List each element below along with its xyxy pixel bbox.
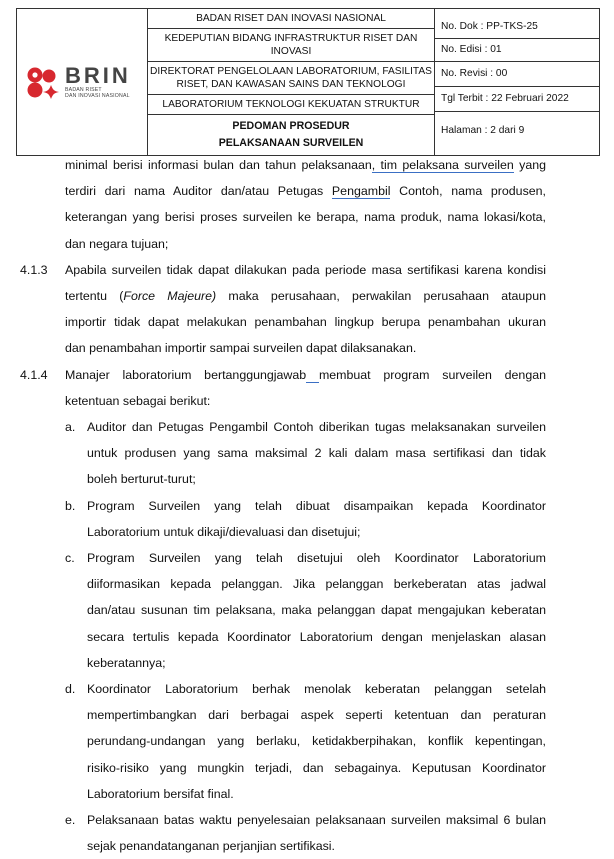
text-line: sejak penandatanganan perjanjian sertifikasi.	[87, 839, 335, 854]
issue-date: Tgl Terbit : 22 Februari 2022	[435, 87, 599, 112]
text-line: Auditor dan Petugas Pengambil Contoh diberikan tugas melaksanakan surveilen	[87, 420, 546, 435]
text-line: untuk produsen yang sama maksimal 2 kali dalam masa sertifikasi dan tidak	[87, 446, 546, 461]
text-line: Pelaksanaan batas waktu penyelesaian pelaksanaan surveilen maksimal 6 bulan	[87, 813, 546, 828]
text-line: risiko-risiko yang mungkin terjadi, dan sebagainya. Keputusan Koordinator	[87, 760, 546, 775]
list-item	[65, 807, 546, 859]
list-item	[65, 493, 546, 545]
section-number: 4.1.4	[20, 367, 48, 382]
list-item-letter: e.	[65, 813, 76, 828]
logo-cell	[17, 9, 148, 156]
section-4-1-3	[20, 257, 546, 362]
list-item-letter: b.	[65, 498, 76, 513]
directorate-name	[148, 62, 434, 95]
text-line: minimal berisi informasi bulan dan tahun pelaksanaan, tim pelaksana surveilen yang	[65, 158, 547, 172]
document-header-table	[16, 8, 600, 156]
list-item	[65, 676, 546, 807]
title-line-2: PELAKSANAAN SURVEILEN	[218, 137, 364, 149]
logo-wordmark: BRIN	[65, 63, 131, 88]
text-line: Laboratorium untuk dikaji/dievaluasi dan disetujui;	[87, 524, 361, 539]
list-item-letter: c.	[65, 551, 75, 566]
header-right-cell	[435, 9, 600, 156]
paragraph-continued	[65, 152, 546, 257]
text-line: ketentuan sebagai berikut:	[65, 393, 211, 408]
page-number: Halaman : 2 dari 9	[441, 124, 525, 136]
text-line: mempertimbangkan dari berbagai aspek seperti ketentuan dan peraturan	[87, 708, 546, 723]
org-name: BADAN RISET DAN INOVASI NASIONAL	[148, 9, 434, 29]
text-line: Koordinator Laboratorium berhak menolak keberatan pelanggan setelah	[87, 682, 546, 697]
document-body	[0, 152, 614, 859]
text-line: secara tertulis kepada Koordinator Laboratorium dengan menjelaskan alasan	[87, 629, 546, 644]
logo-subtitle-1: BADAN RISET	[65, 87, 102, 93]
text-line: importir tidak dapat melakukan penambahan lingkup berupa penambahan ukuran	[65, 315, 546, 330]
directorate-line-2: RISET, DAN KAWASAN SAINS DAN TEKNOLOGI	[176, 79, 406, 90]
lab-name: LABORATORIUM TEKNOLOGI KEKUATAN STRUKTUR	[148, 95, 434, 115]
text-line: perundang-undangan yang berlaku, ketidakberpihakan, konflik kepentingan,	[87, 734, 546, 749]
list-item	[65, 545, 546, 676]
text-line: keterangan yang berisi proses surveilen ke berapa, nama produk, nama lokasi/kota,	[65, 210, 546, 225]
text-line: terdiri dari nama Auditor dan/atau Petugas Pengambil Contoh, nama produsen,	[65, 184, 546, 199]
brin-logo	[17, 63, 147, 101]
title-line-1: PEDOMAN PROSEDUR	[232, 120, 350, 132]
text-line: Apabila surveilen tidak dapat dilakukan pada periode masa sertifikasi karena kondisi	[65, 262, 546, 277]
text-line: dan penambahan importir sampai surveilen dapat dilaksanakan.	[65, 341, 417, 356]
list-item-letter: a.	[65, 420, 76, 435]
text-line: tertentu (Force Majeure) maka perusahaan, perwakilan perusahaan ataupun	[65, 289, 546, 304]
text-line: keberatannya;	[87, 655, 166, 670]
revision-number: No. Revisi : 00	[435, 62, 599, 87]
section-number: 4.1.3	[20, 262, 48, 277]
text-line: dan negara tujuan;	[65, 236, 169, 251]
doc-number: No. Dok : PP-TKS-25	[435, 16, 599, 39]
text-line: Manajer laboratorium bertanggungjawab membuat program surveilen dengan	[65, 367, 546, 382]
logo-subtitle-2: DAN INOVASI NASIONAL	[65, 93, 130, 99]
text-line: Program Surveilen yang telah dibuat disampaikan kepada Koordinator	[87, 498, 546, 513]
text-line: boleh berturut-turut;	[87, 472, 196, 487]
text-line: Program Surveilen yang telah disetujui oleh Koordinator Laboratorium	[87, 551, 546, 566]
text-line: dan/atau susunan tim pelaksana, maka pelanggan dapat mengajukan keberatan	[87, 603, 546, 618]
list-item-letter: d.	[65, 682, 76, 697]
document-title	[148, 115, 434, 155]
text-line: diiformasikan kepada pelanggan. Jika pelanggan berkeberatan atas jadwal	[87, 577, 546, 592]
section-4-1-4	[20, 362, 546, 414]
header-middle-cell	[148, 9, 435, 156]
edition-number: No. Edisi : 01	[435, 39, 599, 62]
list-item	[65, 414, 546, 493]
directorate-line-1: DIREKTORAT PENGELOLAAN LABORATORIUM, FASILITAS	[150, 66, 432, 77]
lettered-list	[0, 414, 614, 859]
brin-logo-icon	[23, 63, 61, 101]
text-line: Laboratorium bersifat final.	[87, 786, 234, 801]
deputy-name: KEDEPUTIAN BIDANG INFRASTRUKTUR RISET DAN INOVASI	[148, 29, 434, 62]
